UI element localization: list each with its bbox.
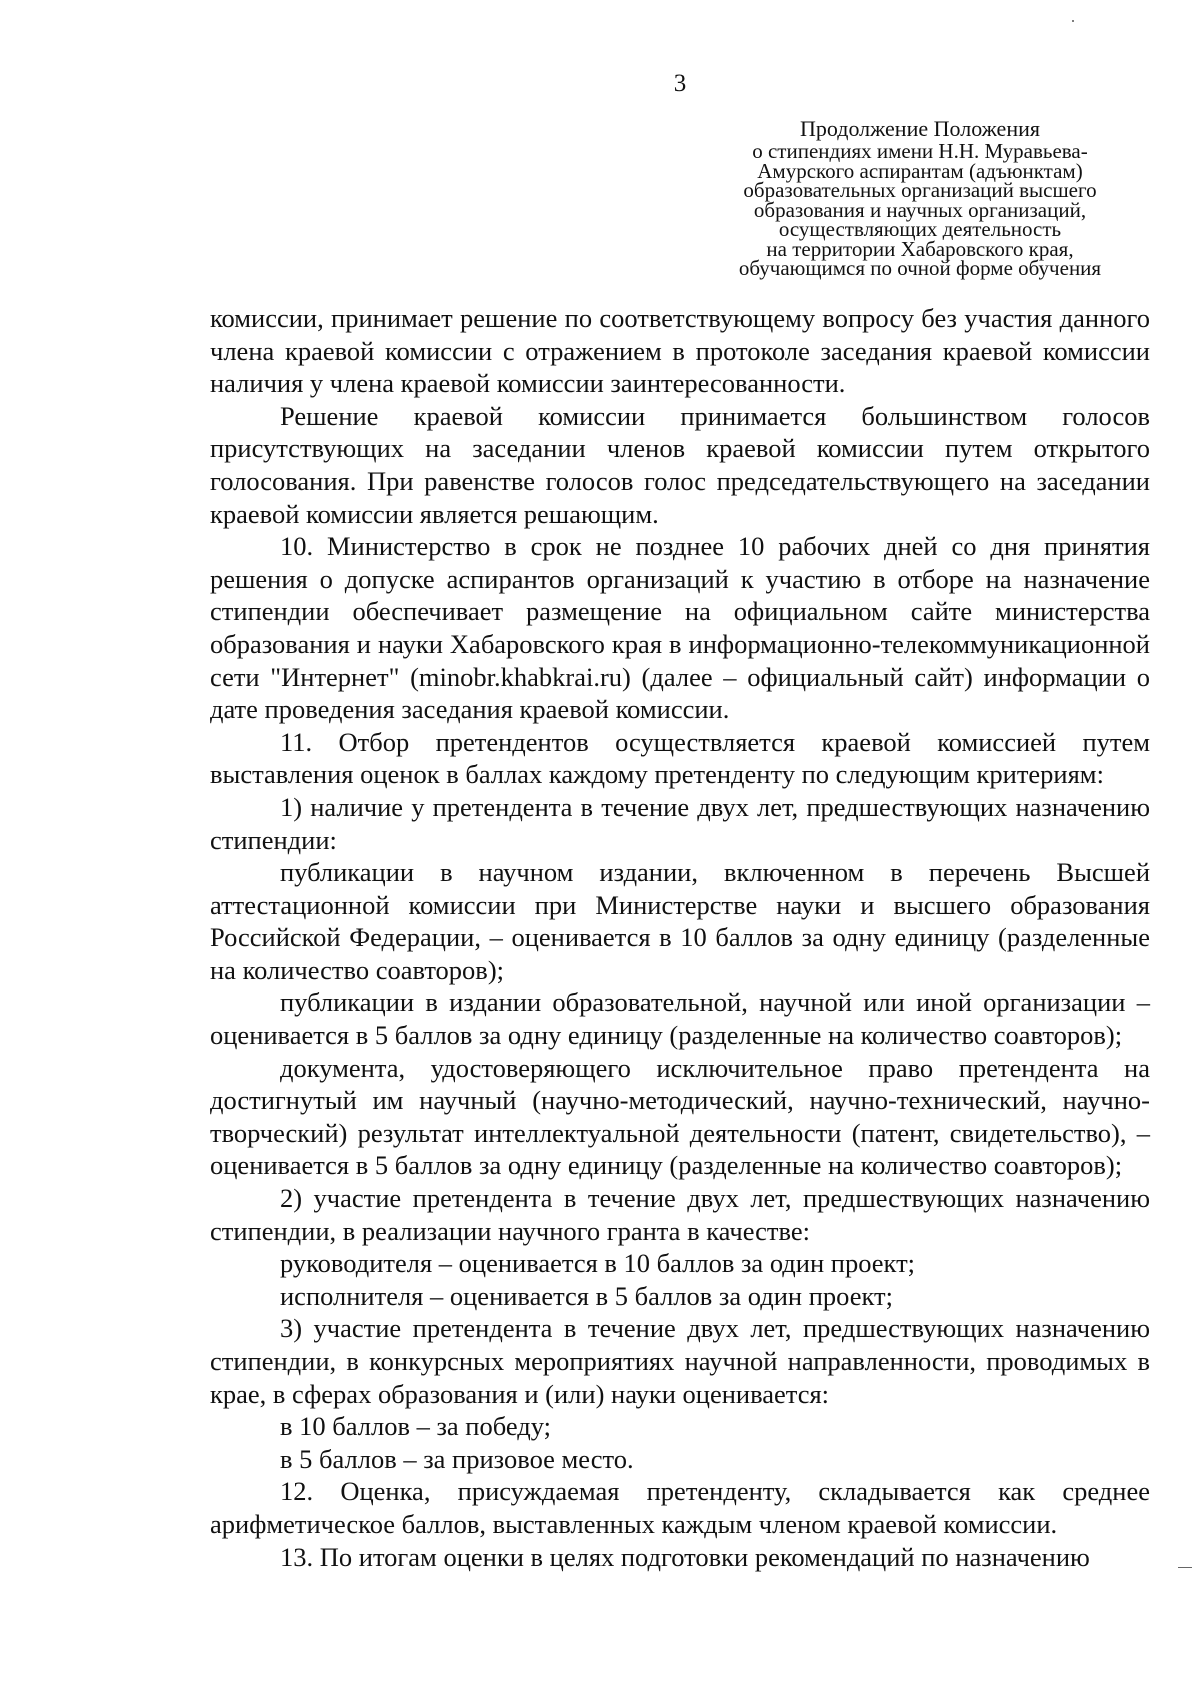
criterion-subitem: в 10 баллов – за победу; xyxy=(280,1411,552,1442)
paragraph-item-10: 10. Министерство в срок не позднее 10 рабочих дней со дня принятия решения о допуске аспирантов организаций к участию в отборе на назначение стипендии обеспечивает размещение на официальном сайте министерства образования и науки Хабаровского края в информационно-телекоммуникационной сети "Интернет" (minobr.khabkrai.ru) (далее – официальный сайт) информации о дате проведения заседания краевой комиссии. xyxy=(210,531,1150,725)
header-line: о стипендиях имени Н.Н. Муравьева- xyxy=(752,139,1088,163)
scan-artifact-dot xyxy=(1072,20,1074,22)
criterion-subitem: исполнителя – оценивается в 5 баллов за один проект; xyxy=(280,1280,893,1311)
paragraph-item-13: 13. По итогам оценки в целях подготовки рекомендаций по назначению xyxy=(280,1541,1090,1572)
header-line: Амурского аспирантам (адъюнктам) xyxy=(757,158,1083,183)
criterion-subitem: публикации в научном издании, включенном в перечень Высшей аттестационной комиссии при Министерстве науки и высшего образования Российской Федерации, – оценивается в 10 баллов за одну единицу (разделенные на количество соавторов); xyxy=(210,857,1150,985)
paragraph: Решение краевой комиссии принимается большинством голосов присутствующих на заседании членов краевой комиссии путем открытого голосования. При равенстве голосов голос председательствующего на заседании краевой комиссии является решающим. xyxy=(210,400,1150,529)
criterion-subitem: в 5 баллов – за призовое место. xyxy=(280,1443,634,1474)
header-line: образовательных организаций высшего xyxy=(743,178,1097,202)
header-line: обучающимся по очной форме обучения xyxy=(738,256,1102,280)
document-body xyxy=(210,302,1150,1573)
scan-artifact-dash xyxy=(1178,1567,1192,1568)
criterion-subitem: публикации в издании образовательной, научной или иной организации – оценивается в 5 баллов за одну единицу (разделенные на количество соавторов); xyxy=(210,987,1150,1051)
criterion-2: 2) участие претендента в течение двух лет, предшествующих назначению стипендии, в реализации научного гранта в качестве: xyxy=(210,1183,1150,1246)
document-header xyxy=(690,118,1150,279)
criterion-1: 1) наличие у претендента в течение двух лет, предшествующих назначению стипендии: xyxy=(210,791,1150,855)
criterion-subitem: документа, удостоверяющего исключительное право претендента на достигнутый им научный (научно-методический, научно-технический, научно-творческий) результат интеллектуальной деятельности (патент, свидетельство), – оценивается в 5 баллов за одну единицу (разделенные на количество соавторов); xyxy=(210,1052,1150,1181)
criterion-3: 3) участие претендента в течение двух лет, предшествующих назначению стипендии, в конкурсных мероприятиях научной направленности, проводимых в крае, в сферах образования и (или) науки оценивается: xyxy=(210,1313,1150,1409)
page-number: 3 xyxy=(673,70,687,97)
header-line: образования и научных организаций, xyxy=(753,197,1087,222)
criterion-subitem: руководителя – оценивается в 10 баллов за один проект; xyxy=(280,1248,916,1279)
paragraph-item-11: 11. Отбор претендентов осуществляется краевой комиссией путем выставления оценок в баллах каждому претенденту по следующим критериям: xyxy=(210,726,1150,790)
paragraph-item-12: 12. Оценка, присуждаемая претенденту, складывается как среднее арифметическое баллов, выставленных каждым членом краевой комиссии. xyxy=(210,1476,1150,1539)
header-line: на территории Хабаровского края, xyxy=(766,236,1074,261)
header-line: осуществляющих деятельность xyxy=(778,217,1062,241)
paragraph: комиссии, принимает решение по соответствующему вопросу без участия данного члена краевой комиссии с отражением в протоколе заседания краевой комиссии наличия у члена краевой комиссии заинтересованности. xyxy=(210,303,1150,399)
header-title: Продолжение Положения xyxy=(800,116,1040,141)
